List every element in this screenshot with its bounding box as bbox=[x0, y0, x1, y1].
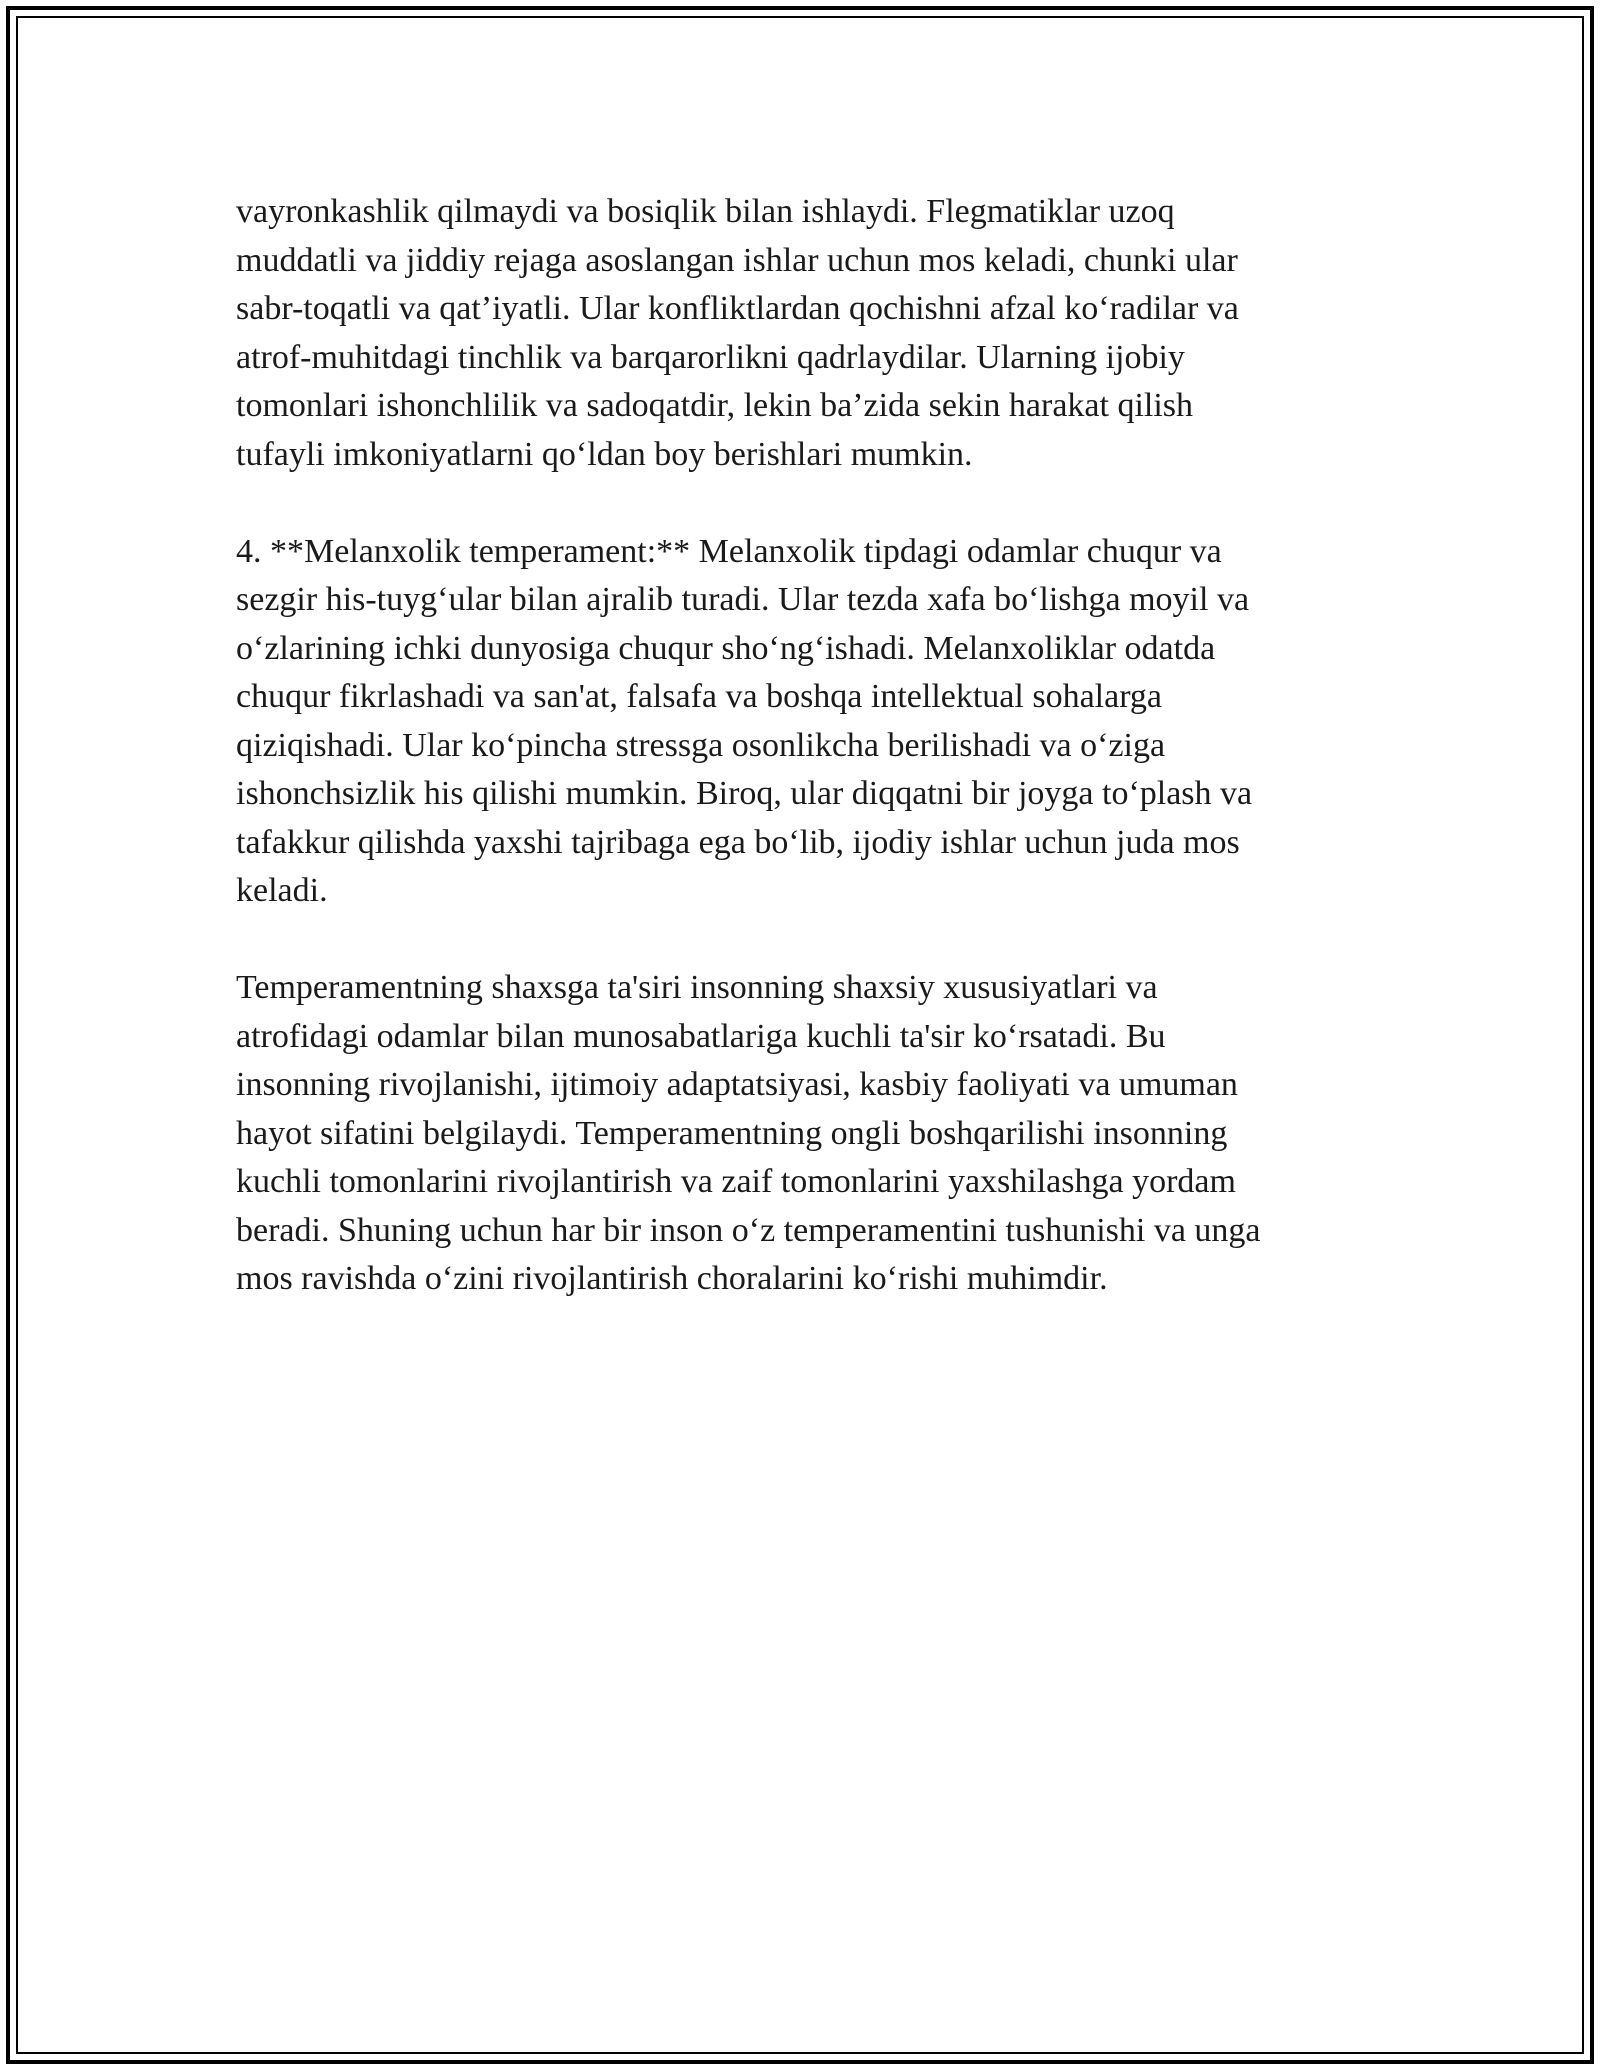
paragraph-temperament-influence: Temperamentning shaxsga ta'siri insonning shaxsiy xususiyatlari va atrofidagi odamlar bilan munosabatlariga kuchli ta'sir ko‘rsatadi. Bu insonning rivojlanishi, ijtimoiy adaptatsiyasi, kasbiy faoliyati va umuman hayot sifatini belgilaydi. Temperamentning ongli boshqarilishi insonning kuchli tomonlarini rivojlantirish va zaif tomonlarini yaxshilashga yordam beradi. Shuning uchun har bir inson o‘z temperamentini tushunishi va unga mos ravishda o‘zini rivojlantirish choralarini ko‘rishi muhimdir. bbox=[236, 969, 1261, 1297]
paragraph-phlegmatic-continuation: vayronkashlik qilmaydi va bosiqlik bilan ishlaydi. Flegmatiklar uzoq muddatli va jiddiy rejaga asoslangan ishlar uchun mos keladi, chunki ular sabr-toqatli va qat’iyatli. Ular konfliktlardan qochishni afzal ko‘radilar va atrof-muhitdagi tinchlik va barqarorlikni qadrlaydilar. Ularning ijobiy tomonlari ishonchlilik va sadoqatdir, lekin ba’zida sekin harakat qilish tufayli imkoniyatlarni qo‘ldan boy berishlari mumkin. bbox=[236, 193, 1239, 473]
paragraph-melancholic-temperament: 4. **Melanxolik temperament:** Melanxolik tipdagi odamlar chuqur va sezgir his-tuyg‘ular bilan ajralib turadi. Ular tezda xafa bo‘lishga moyil va o‘zlarining ichki dunyosiga chuqur sho‘ng‘ishadi. Melanxoliklar odatda chuqur fikrlashadi va san'at, falsafa va boshqa intellektual sohalarga qiziqishadi. Ular ko‘pincha stressga osonlikcha berilishadi va o‘ziga ishonchsizlik his qilishi mumkin. Biroq, ular diqqatni bir joyga to‘plash va tafakkur qilishda yaxshi tajribaga ega bo‘lib, ijodiy ishlar uchun juda mos keladi. bbox=[236, 532, 1253, 909]
document-body bbox=[236, 188, 1376, 1304]
